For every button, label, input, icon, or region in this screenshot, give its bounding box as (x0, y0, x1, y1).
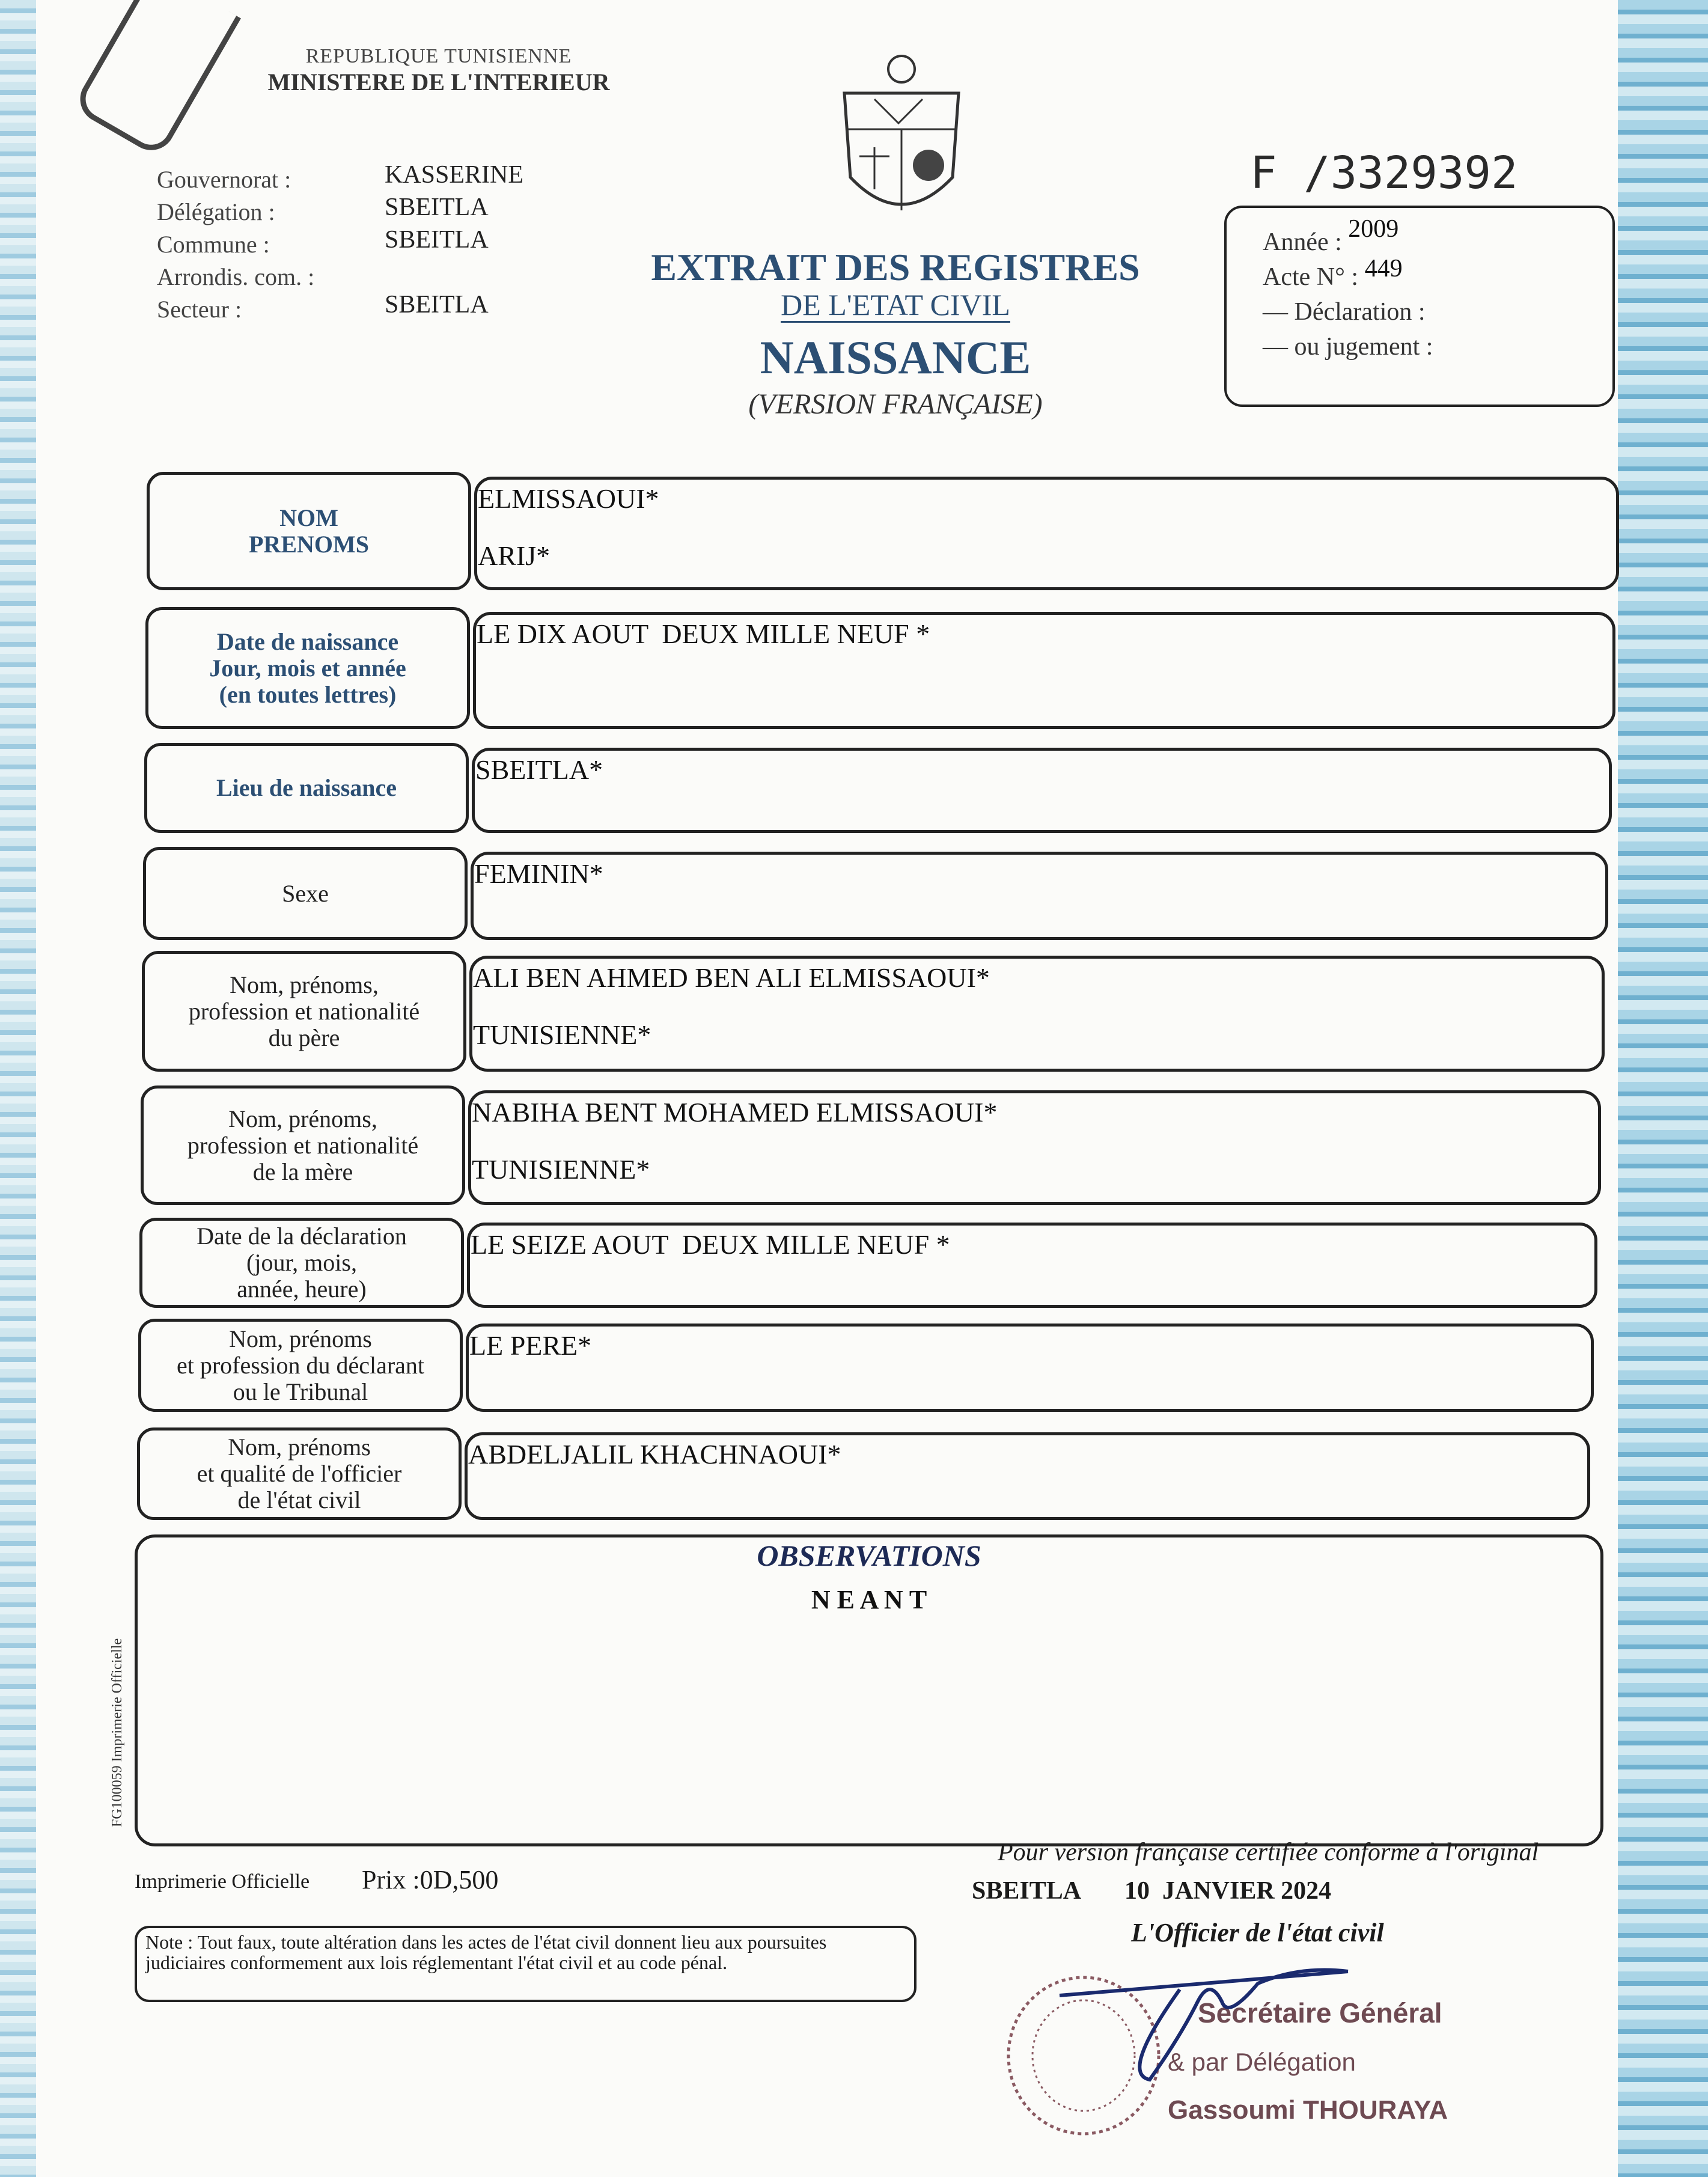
acte-number-label: Acte N° : (1263, 263, 1359, 291)
location-row (157, 226, 578, 263)
side-print-code: FG100059 Imprimerie Officielle (109, 1638, 125, 1827)
issue-date: 10 JANVIER 2024 (1124, 1877, 1332, 1905)
right-decorative-border (1618, 0, 1708, 2177)
row-label-cell (144, 743, 469, 833)
observations-value: N E A N T (811, 1585, 927, 1614)
year-value: 2009 (1348, 215, 1399, 243)
acte-number-value: 449 (1364, 255, 1403, 282)
row-value-cell (471, 852, 1608, 940)
row-value-cell (472, 748, 1612, 833)
row-label: Nom, prénoms, profession et nationalité du père (188, 971, 420, 1051)
row-label: Nom, prénoms, profession et nationalité de la mère (187, 1105, 419, 1185)
legal-note-text: Note : Tout faux, toute altération dans les actes de l'état civil donnent lieu aux poursuites judiciaires conformement aux lois réglementant l'état civil et au code pénal. (145, 1931, 827, 1973)
title-version: (VERSION FRANÇAISE) (748, 388, 1043, 420)
location-block (157, 161, 578, 328)
row-value: ABDELJALIL KHACHNAOUI* (468, 1439, 841, 1470)
row-label: Sexe (282, 879, 329, 907)
row-label: Nom, prénoms et profession du déclarant ou le Tribunal (176, 1325, 425, 1405)
location-label: Commune : (157, 231, 270, 258)
row-label: Date de naissance Jour, mois et année (en toutes lettres) (209, 627, 406, 708)
row-value: LE DIX AOUT DEUX MILLE NEUF * (477, 618, 930, 649)
row-label: Date de la déclaration (jour, mois, année, heure) (197, 1223, 407, 1302)
title-naissance: NAISSANCE (760, 331, 1031, 383)
official-stamp-and-signature (999, 1965, 1480, 2146)
location-row (157, 291, 578, 328)
location-row (157, 194, 578, 230)
printer-label: Imprimerie Officielle (135, 1870, 310, 1893)
location-label: Arrondis. com. : (157, 263, 315, 290)
row-value: LE SEIZE AOUT DEUX MILLE NEUF * (471, 1229, 950, 1260)
row-value: SBEITLA* (475, 754, 603, 785)
location-value: SBEITLA (385, 226, 489, 254)
row-label-cell (137, 1427, 462, 1520)
declaration-label: — Déclaration : (1263, 298, 1426, 326)
location-row (157, 161, 578, 198)
row-value-cell (466, 1324, 1594, 1412)
row-value: TUNISIENNE* (472, 1154, 650, 1185)
observations-box (135, 1534, 1603, 1846)
location-value: KASSERINE (385, 161, 524, 189)
row-label: Nom, prénoms et qualité de l'officier de l'état civil (197, 1434, 402, 1513)
row-value: ARIJ* (478, 540, 551, 571)
acte-box (1224, 206, 1615, 407)
row-label: NOM PRENOMS (249, 504, 369, 558)
row-label-cell (145, 607, 470, 729)
issue-place: SBEITLA (972, 1877, 1082, 1905)
location-row (157, 263, 578, 295)
row-value: LE PERE* (469, 1330, 592, 1361)
row-value: ALI BEN AHMED BEN ALI ELMISSAOUI* (473, 962, 990, 993)
row-label-cell (143, 847, 468, 940)
location-value: SBEITLA (385, 194, 489, 221)
svg-text:Gassoumi THOURAYA: Gassoumi THOURAYA (1168, 2095, 1448, 2125)
row-label-cell (141, 1085, 465, 1205)
year-label: Année : (1263, 228, 1342, 256)
jugement-label: — ou jugement : (1263, 333, 1433, 361)
row-value: TUNISIENNE* (473, 1019, 651, 1050)
location-label: Délégation : (157, 198, 275, 225)
row-value: NABIHA BENT MOHAMED ELMISSAOUI* (472, 1097, 998, 1128)
issuer-header (228, 45, 649, 96)
tunisia-coat-of-arms-icon (832, 51, 971, 237)
row-label: Lieu de naissance (216, 774, 397, 801)
title-line-2: DE L'ETAT CIVIL (781, 288, 1010, 322)
observations-title: OBSERVATIONS (757, 1539, 981, 1572)
legal-note-box (135, 1926, 917, 2002)
price: Prix :0D,500 (362, 1865, 499, 1895)
certification-text: Pour version française certifiée conforme à l'original (998, 1839, 1539, 1866)
svg-text:Secrétaire Général: Secrétaire Général (1198, 1997, 1442, 2029)
ministry-name: MINISTERE DE L'INTERIEUR (267, 69, 610, 96)
document-title (625, 246, 1166, 421)
row-value: FEMININ* (474, 858, 603, 889)
row-value: ELMISSAOUI* (478, 483, 659, 514)
location-label: Gouvernorat : (157, 166, 291, 193)
row-label-cell (142, 951, 466, 1072)
location-value: SBEITLA (385, 291, 489, 319)
row-label-cell (139, 1218, 464, 1308)
country-name: REPUBLIQUE TUNISIENNE (305, 45, 572, 67)
location-label: Secteur : (157, 296, 242, 323)
title-line-1: EXTRAIT DES REGISTRES (651, 246, 1140, 289)
officer-title: L'Officier de l'état civil (1131, 1918, 1384, 1947)
row-label-cell (147, 472, 471, 590)
row-label-cell (138, 1319, 463, 1412)
svg-text:& par Délégation: & par Délégation (1168, 2048, 1356, 2076)
form-serial-number: F /3329392 (1250, 147, 1518, 199)
